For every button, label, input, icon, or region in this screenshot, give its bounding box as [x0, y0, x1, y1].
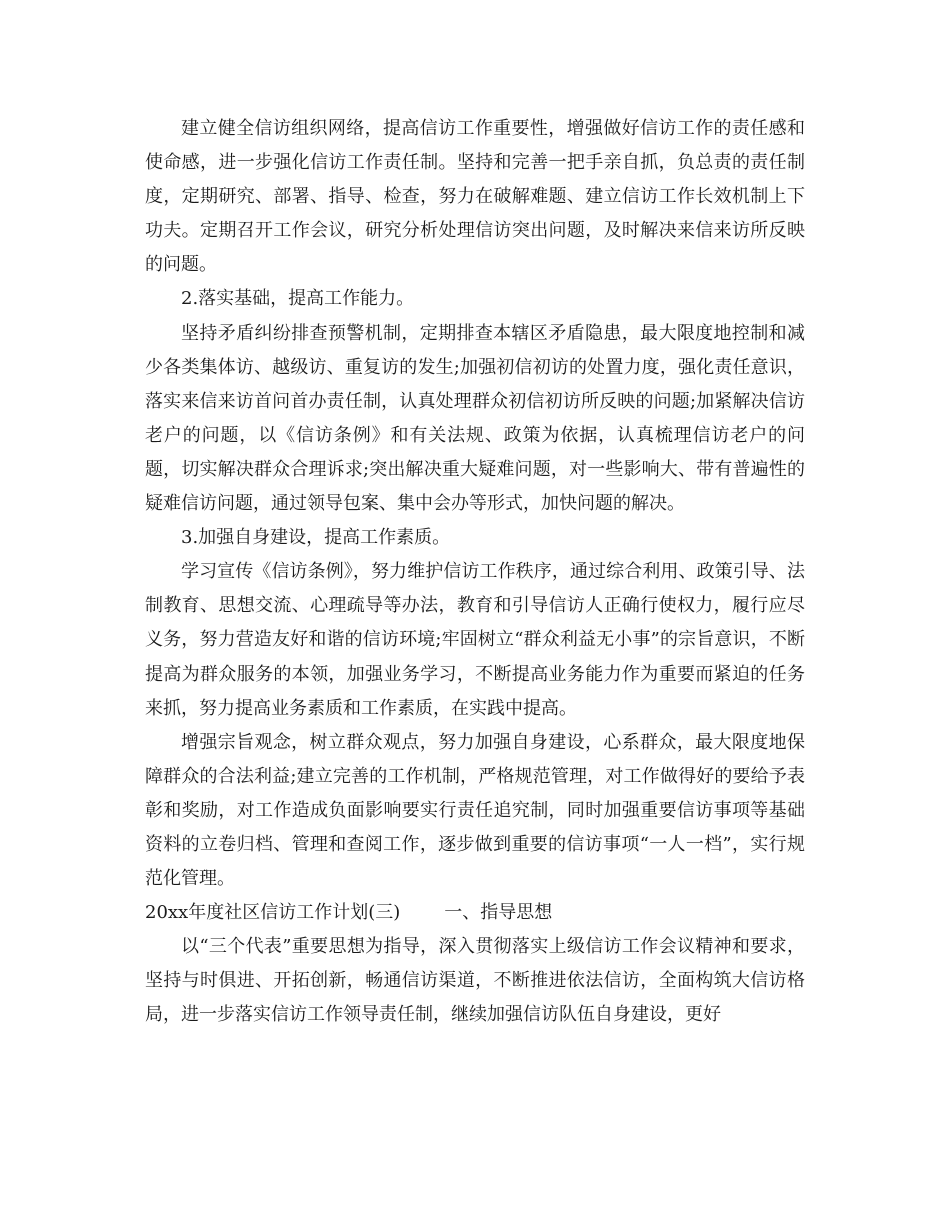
subheading-foundation: 2.落实基础，提高工作能力。 [181, 288, 415, 310]
paragraph-guiding-thought: 以“三个代表”重要思想为指导，深入贯彻落实上级信访工作会议精神和要求，坚持与时俱进、开拓创新，畅通信访渠道，不断推进依法信访，全面构筑大信访格局，进一步落实信访工作领导责任制，继续加强信访队伍自身建设，更好 [145, 936, 805, 1026]
guiding-thought-heading: 一、指导思想 [444, 902, 553, 924]
subheading-self-building: 3.加强自身建设，提高工作素质。 [181, 527, 451, 549]
plan-title: 20xx年度社区信访工作计划(三) [145, 902, 401, 924]
document-page [145, 112, 805, 1033]
paragraph-responsibility: 建立健全信访组织网络，提高信访工作重要性，增强做好信访工作的责任感和使命感，进一步强化信访工作责任制。坚持和完善一把手亲自抓，负总责的责任制度，定期研究、部署、指导、检查，努力在破解难题、建立信访工作长效机制上下功夫。定期召开工作会议，研究分析处理信访突出问题，及时解决来信来访所反映的问题。 [145, 118, 805, 276]
paragraph-regulation-study: 学习宣传《信访条例》，努力维护信访工作秩序，通过综合利用、政策引导、法制教育、思想交流、心理疏导等办法，教育和引导信访人正确行使权力，履行应尽义务，努力营造友好和谐的信访环境;牢固树立“群众利益无小事”的宗旨意识，不断提高为群众服务的本领，加强业务学习，不断提高业务能力作为重要而紧迫的任务来抓，努力提高业务素质和工作素质，在实践中提高。 [145, 561, 805, 719]
paragraph-service-awareness: 增强宗旨观念，树立群众观点，努力加强自身建设，心系群众，最大限度地保障群众的合法利益;建立完善的工作机制，严格规范管理，对工作做得好的要给予表彰和奖励，对工作造成负面影响要实行责任追究制，同时加强重要信访事项等基础资料的立卷归档、管理和查阅工作，逐步做到重要的信访事项“一人一档”，实行规范化管理。 [145, 731, 805, 890]
section-heading [145, 896, 805, 930]
paragraph-conflict-screening: 坚持矛盾纠纷排查预警机制，定期排查本辖区矛盾隐患，最大限度地控制和减少各类集体访、越级访、重复访的发生;加强初信初访的处置力度，强化责任意识，落实来信来访首问首办责任制，认真处理群众初信初访所反映的问题;加紧解决信访老户的问题，以《信访条例》和有关法规、政策为依据，认真梳理信访老户的问题，切实解决群众合理诉求;突出解决重大疑难问题，对一些影响大、带有普遍性的疑难信访问题，通过领导包案、集中会办等形式，加快问题的解决。 [145, 322, 805, 515]
